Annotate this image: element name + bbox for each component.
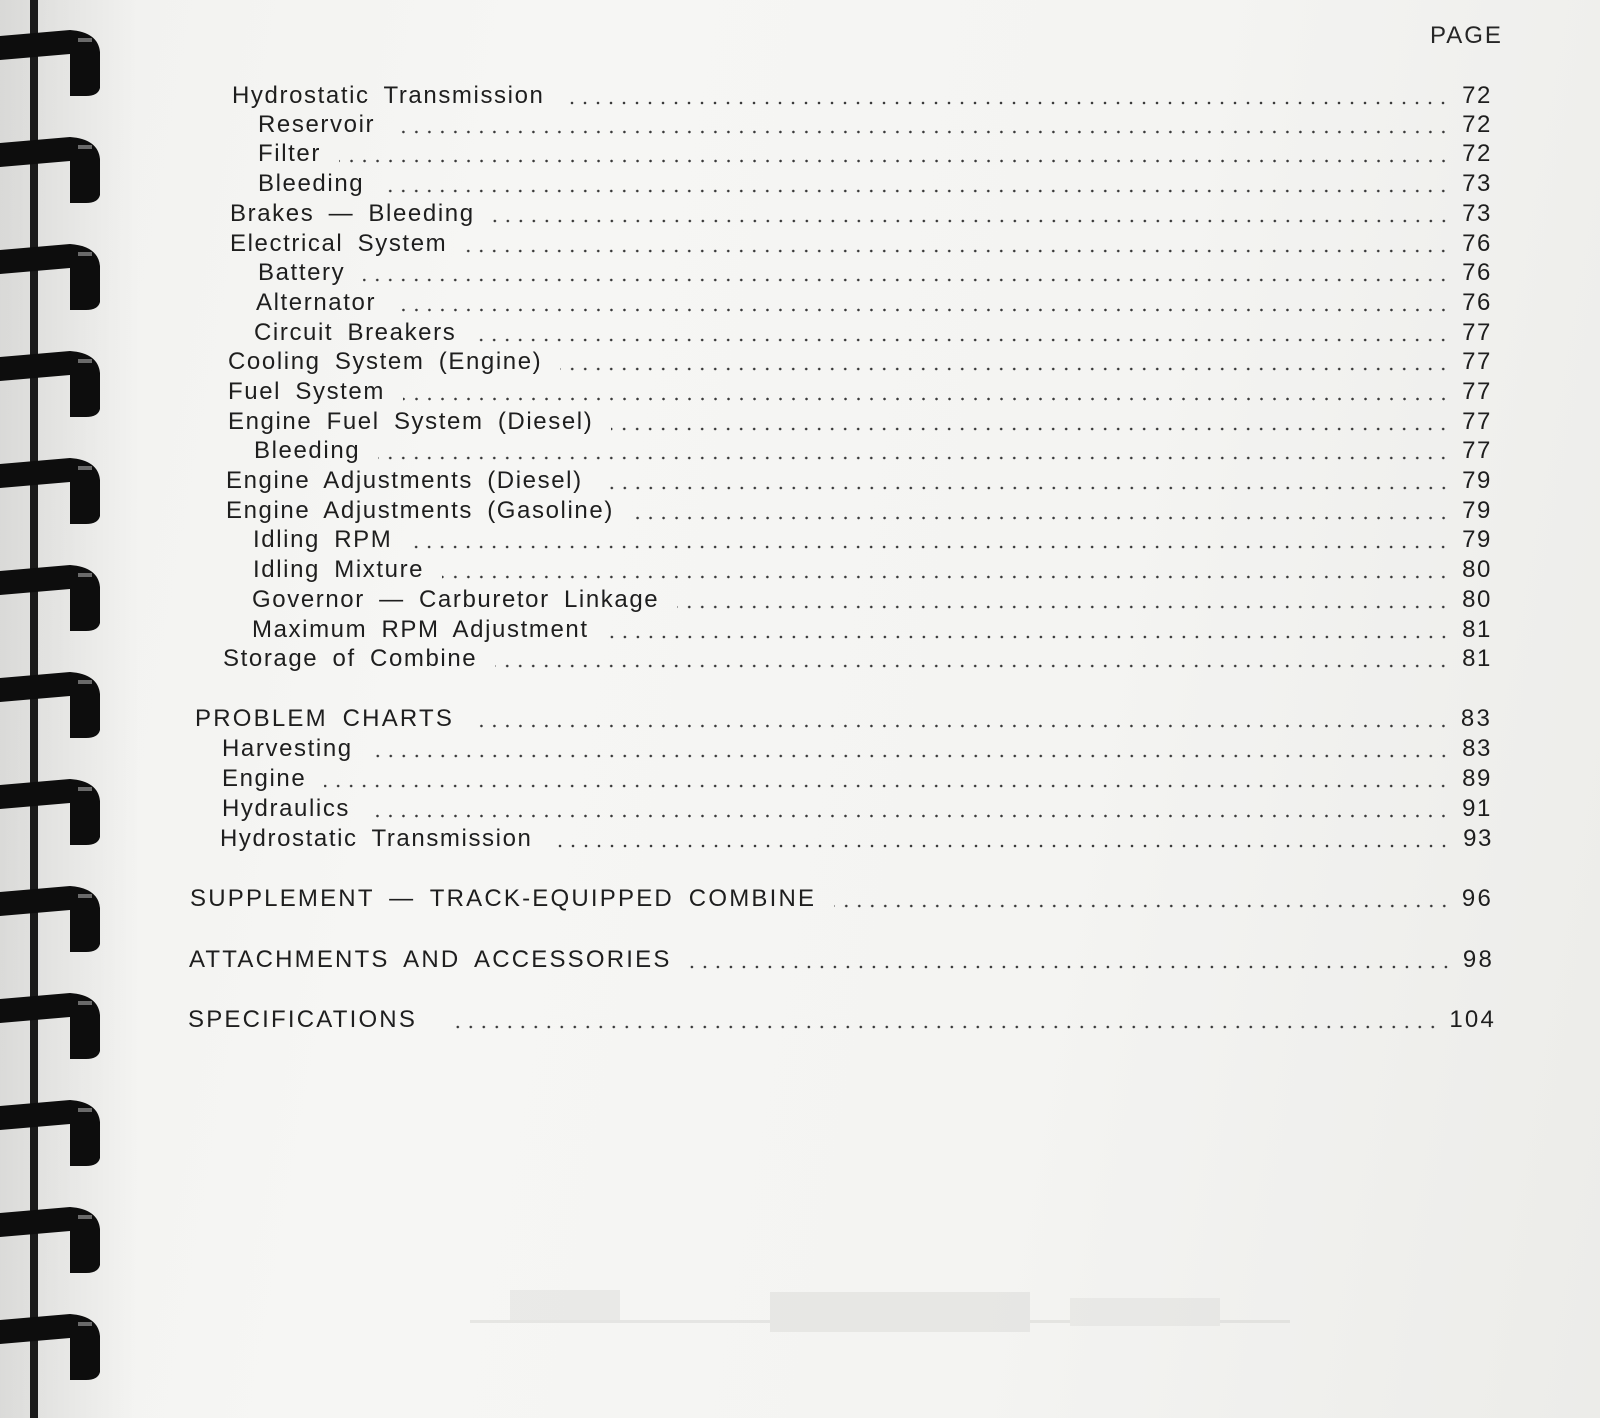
toc-entry[interactable] [230,200,1492,230]
toc-entry-page: 76 [1462,230,1492,257]
toc-entry-label: Brakes — Bleeding [230,200,475,227]
leader-dots [442,575,1450,579]
toc-entry-page: 77 [1462,408,1492,435]
toc-entry-page: 73 [1462,200,1492,227]
toc-entry-label: Hydrostatic Transmission [220,825,533,852]
toc-entry-label: Battery [258,259,346,286]
toc-entry-label: Idling RPM [253,526,393,553]
leader-dots [550,844,1451,848]
toc-entry[interactable] [222,765,1492,795]
toc-entry-label: Electrical System [230,230,448,257]
toc-entry-label: SUPPLEMENT — TRACK-EQUIPPED COMBINE [190,885,817,912]
leader-dots [368,814,1450,818]
toc-entry-page: 76 [1462,289,1492,316]
toc-entry-page: 81 [1462,645,1492,672]
leader-dots [465,249,1450,253]
leader-dots [562,101,1450,105]
toc-entry-label: Engine Fuel System (Diesel) [228,408,594,435]
toc-entry-label: Hydraulics [222,795,351,822]
toc-entry-page: 83 [1462,735,1492,762]
toc-entry-label: Alternator [256,289,377,316]
toc-entry-page: 80 [1462,556,1492,583]
toc-entry[interactable] [232,82,1492,112]
leader-dots [601,486,1450,490]
toc-entry[interactable] [254,319,1492,349]
toc-entry[interactable] [222,735,1492,765]
toc-entry-page: 77 [1462,437,1492,464]
toc-entry-label: Engine Adjustments (Gasoline) [226,497,614,524]
leader-dots [632,516,1450,520]
toc-entry-page: 73 [1462,170,1492,197]
toc-entry-label: Engine Adjustments (Diesel) [226,467,583,494]
leader-dots [834,904,1451,908]
leader-dots [393,130,1450,134]
toc-section-entry[interactable] [189,946,1494,976]
toc-entry[interactable] [228,408,1492,438]
leader-dots [677,605,1450,609]
leader-dots [560,367,1450,371]
toc-entry[interactable] [254,437,1492,467]
toc-entry-label: Fuel System [228,378,385,405]
toc-entry-page: 104 [1449,1006,1496,1033]
toc-entry-page: 77 [1462,319,1492,346]
toc-entry-page: 77 [1462,348,1492,375]
leader-dots [453,1025,1439,1029]
toc-section-entry[interactable] [195,705,1492,735]
toc-entry-page: 81 [1462,616,1492,643]
leader-dots [410,545,1450,549]
leader-dots [371,754,1450,758]
toc-entry-page: 72 [1462,82,1492,109]
toc-entry-page: 83 [1460,705,1492,732]
toc-entry[interactable] [226,467,1492,497]
leader-dots [607,635,1450,639]
toc-entry[interactable] [226,497,1492,527]
leader-dots [324,784,1450,788]
toc-entry-page: 76 [1462,259,1492,286]
toc-entry-page: 93 [1463,825,1493,852]
toc-entry-label: Governor — Carburetor Linkage [252,586,660,613]
toc-entry[interactable] [223,645,1492,675]
toc-entry-label: Storage of Combine [223,645,478,672]
toc-entry-page: 72 [1462,111,1492,138]
toc-entry[interactable] [252,586,1492,616]
toc-entry[interactable] [258,140,1492,170]
leader-dots [495,664,1450,668]
toc-entry-page: 91 [1462,795,1492,822]
toc-entry-label: Hydrostatic Transmission [232,82,545,109]
toc-entry[interactable] [258,111,1492,141]
toc-entry[interactable] [228,348,1492,378]
leader-dots [394,308,1450,312]
page-column-header: PAGE [1430,22,1503,49]
toc-entry-page: 89 [1462,765,1492,792]
toc-entry-label: Engine [222,765,307,792]
toc-entry-label: Idling Mixture [253,556,425,583]
toc-entry-page: 98 [1462,946,1494,973]
leader-dots [339,159,1450,163]
toc-entry-label: Harvesting [222,735,353,762]
toc-entry[interactable] [222,795,1492,825]
toc-entry[interactable] [256,289,1492,319]
toc-entry-page: 79 [1462,467,1492,494]
leader-dots [472,724,1450,728]
toc-entry-page: 79 [1462,497,1492,524]
toc-entry-page: 79 [1462,526,1492,553]
toc-entry[interactable] [220,825,1493,855]
toc-entry-label: Filter [258,140,321,167]
toc-entry[interactable] [230,230,1492,260]
toc-entry-label: Reservoir [258,111,376,138]
toc-entry[interactable] [228,378,1492,408]
toc-entry[interactable] [252,616,1492,646]
leader-dots [363,278,1450,282]
toc-entry-label: Bleeding [254,437,361,464]
leader-dots [474,338,1450,342]
toc-section-entry[interactable] [190,885,1493,915]
leader-dots [611,427,1450,431]
toc-entry[interactable] [258,170,1492,200]
toc-entry-label: Maximum RPM Adjustment [252,616,589,643]
toc-entry-page: 72 [1462,140,1492,167]
toc-entry-label: Circuit Breakers [254,319,457,346]
leader-dots [382,189,1450,193]
toc-entry[interactable] [258,259,1492,289]
toc-entry-label: Cooling System (Engine) [228,348,543,375]
toc-entry-label: ATTACHMENTS AND ACCESSORIES [189,946,672,973]
toc-entry-label: PROBLEM CHARTS [195,705,455,732]
leader-dots [493,219,1450,223]
toc-entry-page: 96 [1461,885,1493,912]
toc-entry[interactable] [253,556,1492,586]
leader-dots [690,965,1452,969]
toc-entry-label: Bleeding [258,170,365,197]
toc-entry[interactable] [253,526,1492,556]
leader-dots [378,456,1450,460]
toc-entry-label: SPECIFICATIONS [188,1006,418,1033]
leader-dots [403,397,1450,401]
toc-entry-page: 77 [1462,378,1492,405]
toc-section-entry[interactable] [188,1006,1496,1036]
toc-entry-page: 80 [1462,586,1492,613]
